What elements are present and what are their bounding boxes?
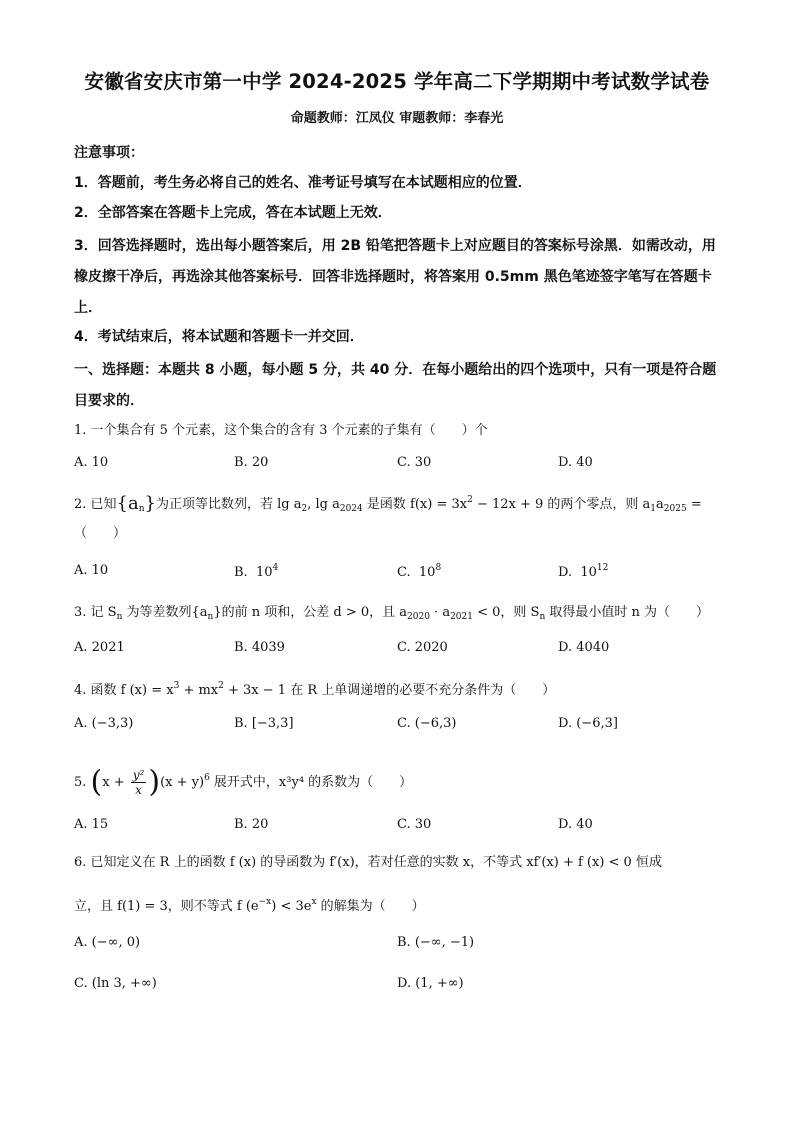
q6-option-d: D. (1, +∞)	[397, 976, 464, 991]
right-paren: )	[148, 764, 161, 800]
q3-option-c: C. 2020	[397, 640, 448, 655]
question-6-line-2: 立，且 f(1) = 3，则不等式 f $(e^{-x}) < 3e^x$ 的解集为（ ）	[74, 897, 425, 914]
q2-option-d: D. $10^{12}$	[558, 563, 609, 580]
q5-option-c: C. 30	[397, 817, 432, 832]
question-1: 1. 一个集合有 5 个元素，这个集合的含有 3 个元素的子集有（ ）个	[74, 423, 488, 438]
note-item: 3．回答选择题时，选出每小题答案后，用 2B 铅笔把答题卡上对应题目的答案标号涂黑．如需改动，用橡皮擦干净后，再选涂其他答案标号．回答非选择题时，将答案用 0.5mm 黑色笔迹签字笔写在答题卡上．	[74, 238, 716, 316]
q1-option-c: C. 30	[397, 455, 432, 470]
notes-heading: 注意事项：	[74, 145, 144, 161]
fraction: $\frac{\text{y²}}{x}$	[132, 768, 145, 797]
note-item: 1．答题前，考生务必将自己的姓名、准考证号填写在本试题相应的位置．	[74, 175, 532, 191]
q5-option-a: A. 15	[74, 817, 109, 832]
q5-option-d: D. 40	[558, 817, 593, 832]
q2-option-b: B. $10^4$	[234, 563, 279, 580]
question-5: 5. (x + $\frac{\text{y²}}{x}$ )$(x + y)^6$ 展开式中，x³y⁴ 的系数为（ ）	[74, 764, 413, 800]
section-heading: 一、选择题：本题共 8 小题，每小题 5 分，共 40 分．在每小题给出的四个选项中，只有一项是符合题目要求的．	[74, 362, 717, 409]
q3-option-a: A. 2021	[74, 640, 125, 655]
q3-option-b: B. 4039	[234, 640, 285, 655]
q6-option-c: C. (ln 3, +∞)	[74, 976, 157, 991]
question-2: 2. 已知$\{a_n\}$为正项等比数列，若 $\lg a_2$, $\lg a_{2024}$ 是函数 $f(x) = 3x^2 - 12x + 9$ 的两个零点，则 $a_1a_{2025}$ =	[74, 493, 702, 514]
q5-option-b: B. 20	[234, 817, 269, 832]
page-title: 安徽省安庆市第一中学 2024-2025 学年高二下学期期中考试数学试卷	[84, 70, 710, 93]
q4-option-d: D. (−6,3]	[558, 716, 618, 731]
left-paren: (	[90, 764, 103, 800]
note-item: 4．考试结束后，将本试题和答题卡一并交回．	[74, 329, 364, 345]
q1-option-a: A. 10	[74, 455, 109, 470]
q4-option-b: B. [−3,3]	[234, 716, 294, 731]
q6-option-a: A. (−∞, 0)	[74, 935, 141, 950]
question-6-line-1: 6. 已知定义在 R 上的函数 f (x) 的导函数为 f′(x)，若对任意的实数 x，不等式 xf′(x) + f (x) < 0 恒成	[74, 855, 662, 870]
teachers-line: 命题教师：江凤仪 审题教师：李春光	[290, 111, 504, 126]
q4-option-a: A. (−3,3)	[74, 716, 134, 731]
q1-option-b: B. 20	[234, 455, 269, 470]
q6-option-b: B. (−∞, −1)	[397, 935, 475, 950]
q2-answer-paren: （ ）	[74, 526, 127, 541]
question-4: 4. 函数 f $(x) = x^3 + mx^2 + 3x - 1$ 在 R 上单调递增的必要不充分条件为（ ）	[74, 681, 556, 698]
q2-option-c: C. $10^8$	[397, 563, 442, 580]
q2-option-a: A. 10	[74, 563, 109, 578]
q4-option-c: C. (−6,3)	[397, 716, 457, 731]
note-item: 2．全部答案在答题卡上完成，答在本试题上无效．	[74, 205, 392, 221]
question-3: 3. 记 $S_n$ 为等差数列$\{a_n\}$的前 n 项和，公差 d > 0，且 $a_{2020} \cdot a_{2021} < 0$，则 $S_n$ 取得最小值时 n 为（ ）	[74, 605, 710, 622]
q1-option-d: D. 40	[558, 455, 593, 470]
q3-option-d: D. 4040	[558, 640, 610, 655]
